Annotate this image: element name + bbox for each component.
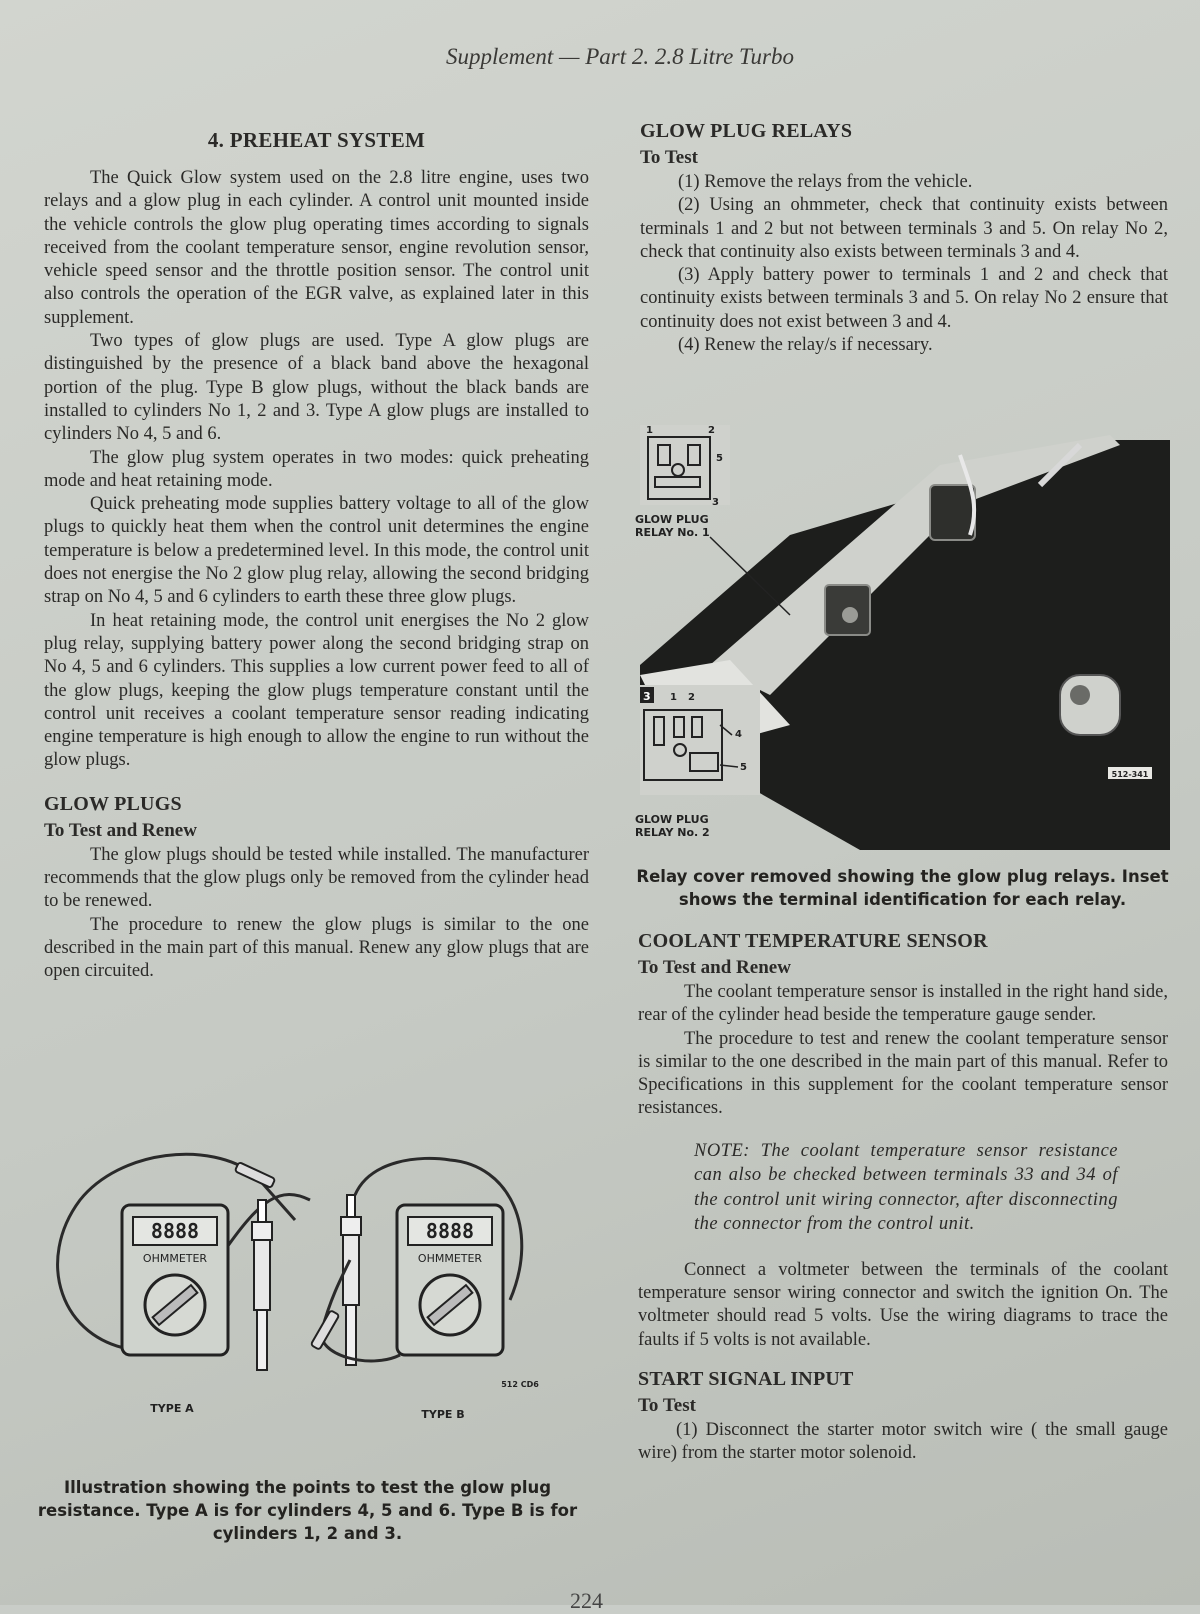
relay-2-terminal-label-4: 4 (735, 729, 742, 740)
relay-1-label: GLOW PLUG RELAY No. 1 (635, 513, 710, 539)
preheat-paragraph-4: Quick preheating mode supplies battery voltage to all of the glow plugs to quickly heat them when the control unit determines the engine temperature is below a predetermined level. In this mode, the control unit does not energise the No 2 glow plug relay, allowing the second bridging strap on No 4, 5 and 6 cylinders to earth these three glow plugs. (44, 494, 589, 608)
coolant-note: NOTE: The coolant temperature sensor resistance can also be checked between terminals 33 and 34 of the control unit wiring connector, after disconnecting the connector from the control unit. (694, 1140, 1118, 1235)
relays-step-2: (2) Using an ohmmeter, check that continuity exists between terminals 1 and 2 but not between terminals 3 and 5. On relay No 2, check that continuity also exists between terminals 3 and 4. (640, 195, 1168, 262)
relay-2-terminal-label-5: 5 (740, 762, 747, 773)
photo-component (1060, 675, 1120, 735)
relay-photo-figure (635, 425, 1170, 850)
relays-subheading: To Test (640, 147, 698, 168)
coolant-subheading: To Test and Renew (638, 957, 791, 978)
glow-plugs-subheading: To Test and Renew (44, 819, 197, 841)
coolant-heading: COOLANT TEMPERATURE SENSOR (638, 930, 988, 952)
preheat-paragraph-3: The glow plug system operates in two modes: quick preheating mode and heat retaining mode. (44, 447, 589, 491)
relay-2-terminal-label-3: 3 (643, 690, 651, 703)
preheat-paragraph-5: In heat retaining mode, the control unit energises the No 2 glow plug relay, supplying battery power along the second bridging strap on No 4, 5 and 6 cylinders. This supplies a low current power feed to all of the glow plugs, keeping the glow plugs temperature constant until the control unit receives a coolant temperature sensor reading indicating engine temperature is high enough to allow the engine to run without the glow plugs. (44, 610, 589, 771)
glow-plug-test-figure (40, 1140, 590, 1460)
relay-1-terminal-label-3: 3 (712, 497, 719, 508)
relay-2-label: GLOW PLUG RELAY No. 2 (635, 813, 710, 839)
figure-right-caption: Relay cover removed showing the glow plug relays. Inset shows the terminal identification for each relay. (636, 867, 1169, 909)
probe-a (235, 1162, 275, 1188)
test-lead-b-left (321, 1260, 400, 1361)
glow-plug-type-a (252, 1200, 272, 1370)
page-number: 224 (570, 1588, 603, 1613)
relays-step-1: (1) Remove the relays from the vehicle. (678, 172, 973, 192)
preheat-paragraph-2: Two types of glow plugs are used. Type A glow plugs are distinguished by the presence of a black band above the hexagonal portion of the plug. Type B glow plugs, without the black bands are installed to cylinders No 1, 2 and 3. Type A glow plugs are installed to cylinders No 4, 5 and 6. (44, 331, 589, 445)
start-signal-step-1: (1) Disconnect the starter motor switch wire ( the small gauge wire) from the starter motor solenoid. (638, 1419, 1168, 1464)
relay-2-body (930, 485, 975, 540)
relays-step-3: (3) Apply battery power to terminals 1 and 2 and check that continuity exists between terminals 3 and 5. On relay No 2 ensure that continuity does not exist between 3 and 4. (640, 265, 1168, 332)
coolant-paragraph-1: The coolant temperature sensor is installed in the right hand side, rear of the cylinder head beside the temperature gauge sender. (638, 982, 1168, 1026)
relay-1-terminal-label-1: 1 (646, 425, 653, 436)
label-type-b: TYPE B (421, 1408, 465, 1421)
right-lower-column (638, 930, 1168, 1466)
relay-2-terminal-label-2: 2 (688, 692, 695, 703)
ohmmeter-b-label: OHMMETER (417, 1252, 483, 1265)
right-column (640, 120, 1168, 357)
start-signal-heading: START SIGNAL INPUT (638, 1367, 854, 1390)
glow-plug-type-b (341, 1195, 361, 1365)
relay-1-connector (842, 607, 858, 623)
relays-heading: GLOW PLUG RELAYS (640, 120, 853, 142)
relay-photo-illustration (640, 425, 1170, 850)
figure-left-code: 512 CD6 (501, 1380, 539, 1389)
preheat-title: 4. PREHEAT SYSTEM (207, 128, 426, 152)
coolant-paragraph-2: The procedure to test and renew the coolant temperature sensor is similar to the one described in the main part of this manual. Refer to Specifications in this supplement for the coolant temperature sensor resistances. (638, 1028, 1168, 1119)
photo-code: 512-341 (1111, 770, 1149, 779)
relay-1-terminal-label-5: 5 (716, 453, 723, 464)
label-type-a: TYPE A (150, 1402, 194, 1415)
left-column (44, 120, 589, 984)
glow-plugs-heading: GLOW PLUGS (44, 792, 182, 815)
ohmmeter-b-digits: 8888 (425, 1219, 475, 1243)
ohmmeter-a-label: OHMMETER (142, 1252, 208, 1265)
glow-plug-test-illustration (40, 1140, 590, 1460)
glow-plugs-paragraph-1: The glow plugs should be tested while installed. The manufacturer recommends that the glow plugs only be removed from the cylinder head to be renewed. (44, 844, 589, 912)
relay-2-terminal-label-1: 1 (670, 692, 677, 703)
photo-component-nut (1070, 685, 1090, 705)
start-signal-subheading: To Test (638, 1394, 696, 1416)
relays-step-4: (4) Renew the relay/s if necessary. (678, 335, 933, 356)
glow-plugs-paragraph-2: The procedure to renew the glow plugs is similar to the one described in the main part of this manual. Renew any glow plugs that are open circuited. (44, 914, 589, 982)
preheat-paragraph-1: The Quick Glow system used on the 2.8 litre engine, uses two relays and a glow plug in each cylinder. A control unit mounted inside the vehicle controls the glow plug operating times according to signals received from the coolant temperature sensor, engine revolution sensor, vehicle speed sensor and the throttle position sensor. The control unit also controls the operation of the EGR valve, as explained later in this supplement. (44, 168, 589, 328)
relay-1-terminal-label-2: 2 (708, 425, 715, 436)
relay-2-inset-bg (640, 685, 760, 795)
coolant-after-note: Connect a voltmeter between the terminals of the coolant temperature sensor wiring connector and switch the ignition On. The voltmeter should read 5 volts. Use the wiring diagrams to trace the faults if 5 volts is not available. (638, 1259, 1168, 1350)
ohmmeter-a-digits: 8888 (150, 1219, 200, 1243)
figure-left-caption: Illustration showing the points to test the glow plug resistance. Type A is for cylinders 4, 5 and 6. Type B is for cylinders 1, 2 and 3. (37, 1478, 578, 1543)
running-head: Supplement — Part 2. 2.8 Litre Turbo (446, 44, 794, 69)
